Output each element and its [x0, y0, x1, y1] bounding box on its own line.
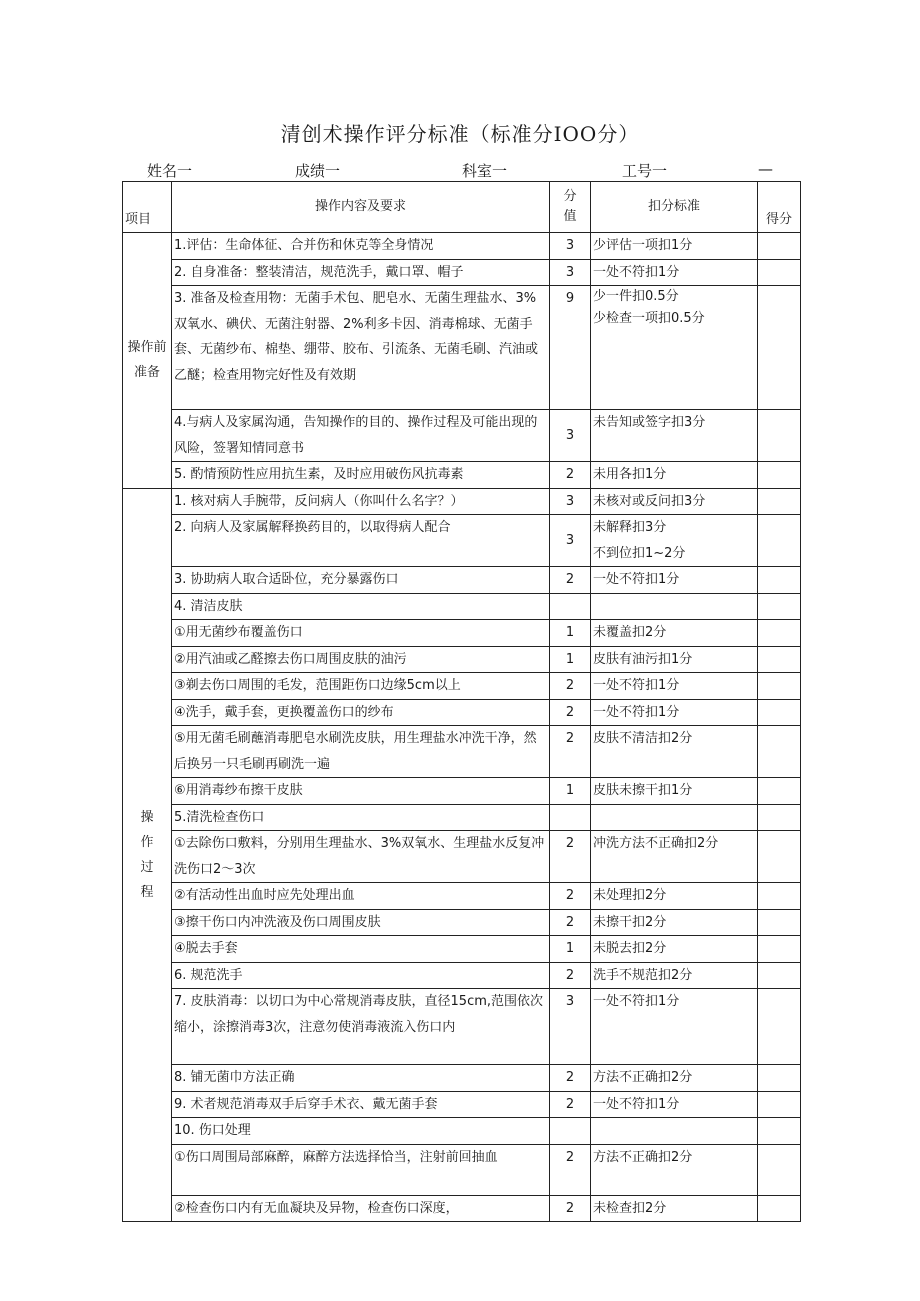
- table-row: [123, 1144, 801, 1195]
- table-row: [123, 567, 801, 594]
- row-deduction: 未处理扣2分: [591, 883, 758, 910]
- row-points: 2: [550, 962, 591, 989]
- row-deduction: 皮肤不清洁扣2分: [591, 726, 758, 778]
- table-row: [123, 1091, 801, 1118]
- row-points: 2: [550, 1144, 591, 1195]
- table-row: [123, 1195, 801, 1222]
- row-points: 2: [550, 1065, 591, 1092]
- row-content: 2. 自身准备：整装清洁，规范洗手，戴口罩、帽子: [172, 259, 550, 286]
- table-row: [123, 989, 801, 1065]
- page-title: 清创术操作评分标准（标准分IOO分）: [280, 122, 640, 146]
- row-got: [758, 726, 801, 778]
- row-points: 3: [550, 233, 591, 260]
- row-points: 2: [550, 883, 591, 910]
- row-content: 9. 术者规范消毒双手后穿手术衣、戴无菌手套: [172, 1091, 550, 1118]
- row-deduction: 皮肤未擦干扣1分: [591, 778, 758, 805]
- row-got: [758, 962, 801, 989]
- score-label: 成绩一: [295, 162, 341, 180]
- table-row: [123, 673, 801, 700]
- row-points: 3: [550, 989, 591, 1065]
- row-got: [758, 804, 801, 831]
- row-content: 8. 铺无菌巾方法正确: [172, 1065, 550, 1092]
- table-row: [123, 831, 801, 883]
- row-got: [758, 646, 801, 673]
- row-deduction: [591, 804, 758, 831]
- row-got: [758, 515, 801, 567]
- row-got: [758, 286, 801, 410]
- table-row: [123, 593, 801, 620]
- section-procedure: 操 作 过 程: [123, 488, 172, 1222]
- row-content: 1.评估：生命体征、合并伤和休克等全身情况: [172, 233, 550, 260]
- section-prep: 操作前 准备: [123, 233, 172, 489]
- row-points: [550, 804, 591, 831]
- table-row: [123, 462, 801, 489]
- row-deduction: 未检查扣2分: [591, 1195, 758, 1222]
- row-got: [758, 462, 801, 489]
- row-points: 2: [550, 567, 591, 594]
- row-points: [550, 1118, 591, 1145]
- table-row: [123, 1065, 801, 1092]
- row-points: 2: [550, 726, 591, 778]
- row-deduction: 少评估一项扣1分: [591, 233, 758, 260]
- row-got: [758, 989, 801, 1065]
- table-row: [123, 259, 801, 286]
- table-row: [123, 488, 801, 515]
- row-points: 1: [550, 936, 591, 963]
- row-got: [758, 410, 801, 462]
- row-deduction: 一处不符扣1分: [591, 567, 758, 594]
- row-got: [758, 1091, 801, 1118]
- row-content: 10. 伤口处理: [172, 1118, 550, 1145]
- row-got: [758, 778, 801, 805]
- row-points: 3: [550, 259, 591, 286]
- dash-label: —: [758, 160, 773, 178]
- row-points: 2: [550, 831, 591, 883]
- row-got: [758, 936, 801, 963]
- header-got: 得分: [758, 182, 801, 233]
- row-got: [758, 699, 801, 726]
- header-content: 操作内容及要求: [172, 182, 550, 233]
- row-points: 1: [550, 778, 591, 805]
- table-header-row: [123, 182, 801, 233]
- row-content: ⑤用无菌毛刷蘸消毒肥皂水刷洗皮肤，用生理盐水冲洗干净，然后换另一只毛刷再刷洗一遍: [172, 726, 550, 778]
- row-content: 4. 清洁皮肤: [172, 593, 550, 620]
- table-row: [123, 778, 801, 805]
- row-content: 2. 向病人及家属解释换药目的，以取得病人配合: [172, 515, 550, 567]
- row-points: 2: [550, 673, 591, 700]
- row-points: 2: [550, 699, 591, 726]
- row-content: ③擦干伤口内冲洗液及伤口周围皮肤: [172, 909, 550, 936]
- row-deduction: 一处不符扣1分: [591, 699, 758, 726]
- row-content: ②检查伤口内有无血凝块及异物，检查伤口深度，: [172, 1195, 550, 1222]
- row-deduction: 未告知或签字扣3分: [591, 410, 758, 462]
- row-deduction: 一处不符扣1分: [591, 1091, 758, 1118]
- row-points: 9: [550, 286, 591, 410]
- row-got: [758, 673, 801, 700]
- row-got: [758, 1065, 801, 1092]
- row-content: 1. 核对病人手腕带，反问病人（你叫什么名字？）: [172, 488, 550, 515]
- row-deduction: 一处不符扣1分: [591, 259, 758, 286]
- name-label: 姓名一: [147, 162, 193, 180]
- dept-label: 科室一: [462, 162, 508, 180]
- table-row: [123, 804, 801, 831]
- row-points: 2: [550, 1091, 591, 1118]
- row-points: 1: [550, 646, 591, 673]
- row-content: 3. 准备及检查用物：无菌手术包、肥皂水、无菌生理盐水、3%双氧水、碘伏、无菌注射器、2%利多卡因、消毒棉球、无菌手套、无菌纱布、棉垫、绷带、胶布、引流条、无菌毛刷、汽油或乙醚；检查用物完好性及有效期: [172, 286, 550, 410]
- row-points: 3: [550, 488, 591, 515]
- row-content: 5. 酌情预防性应用抗生素，及时应用破伤风抗毒素: [172, 462, 550, 489]
- row-deduction: 方法不正确扣2分: [591, 1144, 758, 1195]
- row-got: [758, 567, 801, 594]
- row-content: ①去除伤口敷料，分别用生理盐水、3%双氧水、生理盐水反复冲洗伤口2～3次: [172, 831, 550, 883]
- row-deduction: 未脱去扣2分: [591, 936, 758, 963]
- row-deduction: 皮肤有油污扣1分: [591, 646, 758, 673]
- row-got: [758, 593, 801, 620]
- row-content: 3. 协助病人取合适卧位，充分暴露伤口: [172, 567, 550, 594]
- header-item: 项目: [123, 182, 172, 233]
- row-points: 3: [550, 410, 591, 462]
- row-content: 4.与病人及家属沟通，告知操作的目的、操作过程及可能出现的风险，签署知情同意书: [172, 410, 550, 462]
- row-points: 2: [550, 909, 591, 936]
- row-got: [758, 831, 801, 883]
- row-deduction: 一处不符扣1分: [591, 989, 758, 1065]
- table-row: [123, 962, 801, 989]
- table-row: [123, 936, 801, 963]
- row-deduction: 未解释扣3分 不到位扣1~2分: [591, 515, 758, 567]
- row-content: ②有活动性出血时应先处理出血: [172, 883, 550, 910]
- table-row: [123, 410, 801, 462]
- info-line: [122, 160, 800, 182]
- table-row: [123, 909, 801, 936]
- table-row: [123, 233, 801, 260]
- row-content: ⑥用消毒纱布擦干皮肤: [172, 778, 550, 805]
- header-deduction: 扣分标准: [591, 182, 758, 233]
- row-got: [758, 1195, 801, 1222]
- row-deduction: 未覆盖扣2分: [591, 620, 758, 647]
- row-deduction: [591, 1118, 758, 1145]
- row-deduction: 少一件扣0.5分 少检查一项扣0.5分: [591, 286, 758, 410]
- row-points: 3: [550, 515, 591, 567]
- row-got: [758, 259, 801, 286]
- row-got: [758, 883, 801, 910]
- row-content: ③剃去伤口周围的毛发，范围距伤口边缘5cm以上: [172, 673, 550, 700]
- row-deduction: [591, 593, 758, 620]
- table-row: [123, 646, 801, 673]
- row-content: 6. 规范洗手: [172, 962, 550, 989]
- row-deduction: 未擦干扣2分: [591, 909, 758, 936]
- row-got: [758, 1144, 801, 1195]
- row-deduction: 洗手不规范扣2分: [591, 962, 758, 989]
- row-got: [758, 233, 801, 260]
- row-points: 2: [550, 462, 591, 489]
- row-got: [758, 909, 801, 936]
- table-row: [123, 286, 801, 410]
- row-points: [550, 593, 591, 620]
- table-row: [123, 883, 801, 910]
- table-row: [123, 699, 801, 726]
- id-label: 工号一: [622, 162, 668, 180]
- row-deduction: 方法不正确扣2分: [591, 1065, 758, 1092]
- row-content: ④洗手，戴手套，更换覆盖伤口的纱布: [172, 699, 550, 726]
- row-got: [758, 488, 801, 515]
- row-deduction: 冲洗方法不正确扣2分: [591, 831, 758, 883]
- row-deduction: 未核对或反问扣3分: [591, 488, 758, 515]
- table-row: [123, 515, 801, 567]
- scoring-table: [122, 181, 801, 1222]
- row-deduction: 一处不符扣1分: [591, 673, 758, 700]
- table-row: [123, 620, 801, 647]
- row-content: ①伤口周围局部麻醉，麻醉方法选择恰当，注射前回抽血: [172, 1144, 550, 1195]
- table-row: [123, 1118, 801, 1145]
- row-got: [758, 620, 801, 647]
- table-row: [123, 726, 801, 778]
- row-content: 7. 皮肤消毒：以切口为中心常规消毒皮肤，直径15cm,范围依次缩小，涂擦消毒3次，注意勿使消毒液流入伤口内: [172, 989, 550, 1065]
- row-points: 1: [550, 620, 591, 647]
- row-got: [758, 1118, 801, 1145]
- row-points: 2: [550, 1195, 591, 1222]
- row-content: ④脱去手套: [172, 936, 550, 963]
- row-deduction: 未用各扣1分: [591, 462, 758, 489]
- row-content: ①用无菌纱布覆盖伤口: [172, 620, 550, 647]
- row-content: 5.清洗检查伤口: [172, 804, 550, 831]
- row-content: ②用汽油或乙醛擦去伤口周围皮肤的油污: [172, 646, 550, 673]
- header-points: 分 值: [550, 182, 591, 233]
